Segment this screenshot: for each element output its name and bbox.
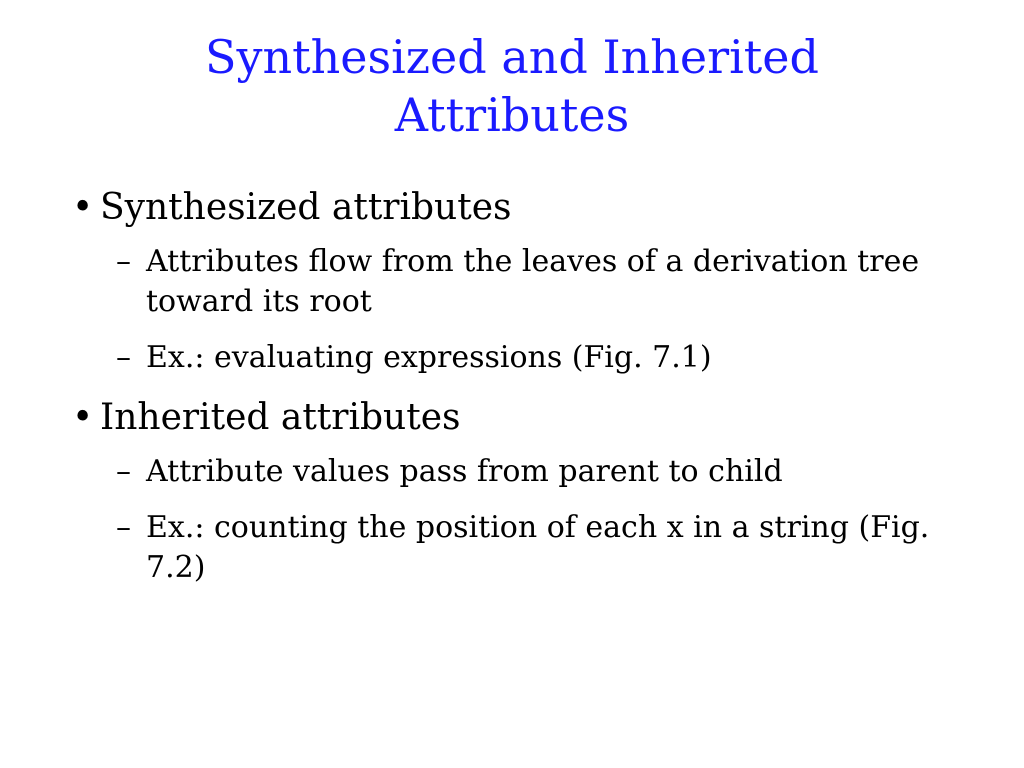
bullet-text: Synthesized attributes	[100, 187, 512, 228]
subpoint-text: Ex.: counting the position of each x in a string (Fig. 7.2)	[146, 510, 930, 585]
bullet-dot-icon: •	[72, 397, 94, 438]
slide-title	[80, 28, 944, 144]
subpoint-inherited-1	[72, 452, 972, 492]
subpoint-inherited-2	[72, 508, 972, 588]
bullet-list	[72, 184, 972, 604]
subpoint-text: Attribute values pass from parent to child	[146, 454, 783, 489]
title-line-2: Attributes	[394, 88, 630, 142]
title-line-1: Synthesized and Inherited	[205, 30, 819, 84]
subpoint-text: Attributes flow from the leaves of a derivation tree toward its root	[146, 244, 920, 319]
bullet-synthesized	[72, 184, 972, 232]
bullet-dot-icon: •	[72, 187, 94, 228]
dash-icon: –	[116, 454, 131, 489]
dash-icon: –	[116, 244, 131, 279]
subpoint-text: Ex.: evaluating expressions (Fig. 7.1)	[146, 340, 712, 375]
subpoint-synthesized-1	[72, 242, 972, 322]
bullet-text: Inherited attributes	[100, 397, 461, 438]
dash-icon: –	[116, 340, 131, 375]
subpoint-synthesized-2	[72, 338, 972, 378]
bullet-inherited	[72, 394, 972, 442]
dash-icon: –	[116, 510, 131, 545]
